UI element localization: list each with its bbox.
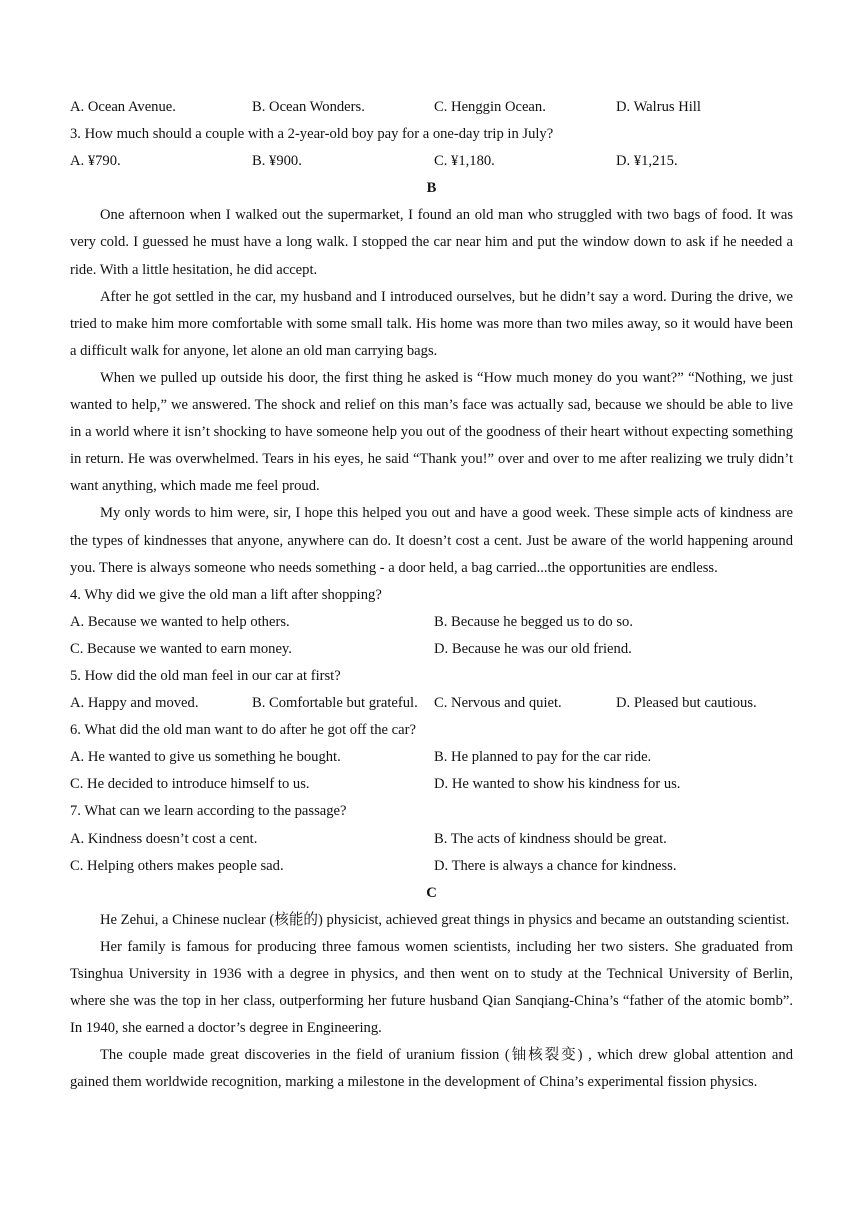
passage-b-paragraph-1: One afternoon when I walked out the supermarket, I found an old man who struggled with two bags of food. It was very cold. I guessed he must have a long walk. I stopped the car near him and put the window down to ask if he needed a ride. With a little hesitation, he did accept. — [70, 207, 793, 278]
exam-page — [70, 94, 793, 1096]
q2-option-b: B. Ocean Wonders. — [252, 99, 365, 115]
q4-option-b: B. Because he begged us to do so. — [434, 613, 634, 630]
q4-option-a: A. Because we wanted to help others. — [70, 613, 290, 630]
passage-c-paragraph-3: The couple made great discoveries in the field of uranium fission (铀核裂变) , which drew global attention and gained them worldwide recognition, marking a milestone in the development of China’s experimental fission physics. — [70, 1047, 793, 1091]
q7-option-a: A. Kindness doesn’t cost a cent. — [70, 830, 258, 847]
q7-option-b: B. The acts of kindness should be great. — [434, 830, 667, 847]
q3-option-c: C. ¥1,180. — [434, 153, 495, 170]
q5-options — [70, 690, 793, 717]
q5-option-c: C. Nervous and quiet. — [434, 695, 562, 712]
q2-option-c: C. Henggin Ocean. — [434, 99, 546, 115]
q3-options — [70, 148, 793, 175]
q5-option-d: D. Pleased but cautious. — [616, 695, 757, 712]
section-b-heading: B — [426, 180, 437, 197]
passage-c-paragraph-2: Her family is famous for producing three famous women scientists, including her two sisters. She graduated from Tsinghua University in 1936 with a degree in physics, and then went on to study at the Technical University of Berlin, where she was the top in her class, outperforming her future husband Qian Sanqiang-China’s “father of the atomic bomb”. In 1940, she earned a doctor’s degree in Engineering. — [70, 938, 793, 1037]
q6-option-b: B. He planned to pay for the car ride. — [434, 749, 652, 766]
q7-options-row-1 — [70, 826, 793, 853]
passage-b-paragraph-4: My only words to him were, sir, I hope this helped you out and have a good week. These simple acts of kindness are the types of kindnesses that anyone, anywhere can do. It doesn’t cost a cent. Just be aware of the world happening around you. There is always someone who needs something - a door held, a bag carried...the opportunities are endless. — [70, 505, 793, 576]
q4-options-row-2 — [70, 636, 793, 663]
q3-option-b: B. ¥900. — [252, 153, 302, 170]
q3-question: 3. How much should a couple with a 2-year-old boy pay for a one-day trip in July? — [70, 126, 554, 143]
q3-option-a: A. ¥790. — [70, 153, 121, 170]
q5-option-b: B. Comfortable but grateful. — [252, 695, 418, 712]
q2-option-a: A. Ocean Avenue. — [70, 99, 176, 115]
q7-question: 7. What can we learn according to the passage? — [70, 803, 347, 820]
q7-option-c: C. Helping others makes people sad. — [70, 857, 284, 874]
passage-b-paragraph-2: After he got settled in the car, my husband and I introduced ourselves, but he didn’t say a word. During the drive, we tried to make him more comfortable with some small talk. His home was more than two miles away, so it would have been a difficult walk for anyone, let alone an old man carrying bags. — [70, 288, 793, 359]
q4-option-d: D. Because he was our old friend. — [434, 640, 632, 657]
q2-option-d: D. Walrus Hill — [616, 99, 701, 115]
q7-option-d: D. There is always a chance for kindness. — [434, 857, 677, 874]
q4-option-c: C. Because we wanted to earn money. — [70, 640, 292, 657]
q6-option-c: C. He decided to introduce himself to us. — [70, 776, 310, 793]
q5-question: 5. How did the old man feel in our car at first? — [70, 667, 341, 684]
passage-b-paragraph-3: When we pulled up outside his door, the first thing he asked is “How much money do you want?” “Nothing, we just wanted to help,” we answered. The shock and relief on this man’s face was actually sad, because we should be able to live in a world where it isn’t shocking to have someone help you out of the goodness of their heart without expecting something in return. He was overwhelmed. Tears in his eyes, he said “Thank you!” over and over to me after realizing we truly didn’t want anything, which made me feel proud. — [70, 369, 793, 495]
q6-question: 6. What did the old man want to do after he got off the car? — [70, 722, 416, 739]
section-c-heading: C — [426, 884, 437, 901]
q6-option-d: D. He wanted to show his kindness for us. — [434, 776, 681, 793]
q7-options-row-2 — [70, 853, 793, 880]
q6-option-a: A. He wanted to give us something he bought. — [70, 749, 341, 766]
q3-option-d: D. ¥1,215. — [616, 153, 678, 170]
q2-options — [70, 94, 793, 121]
passage-c-paragraph-1: He Zehui, a Chinese nuclear (核能的) physicist, achieved great things in physics and became an outstanding scientist. — [100, 911, 790, 928]
q6-options-row-2 — [70, 771, 793, 798]
q4-question: 4. Why did we give the old man a lift after shopping? — [70, 586, 382, 603]
q4-options-row-1 — [70, 609, 793, 636]
q5-option-a: A. Happy and moved. — [70, 695, 199, 712]
q6-options-row-1 — [70, 744, 793, 771]
